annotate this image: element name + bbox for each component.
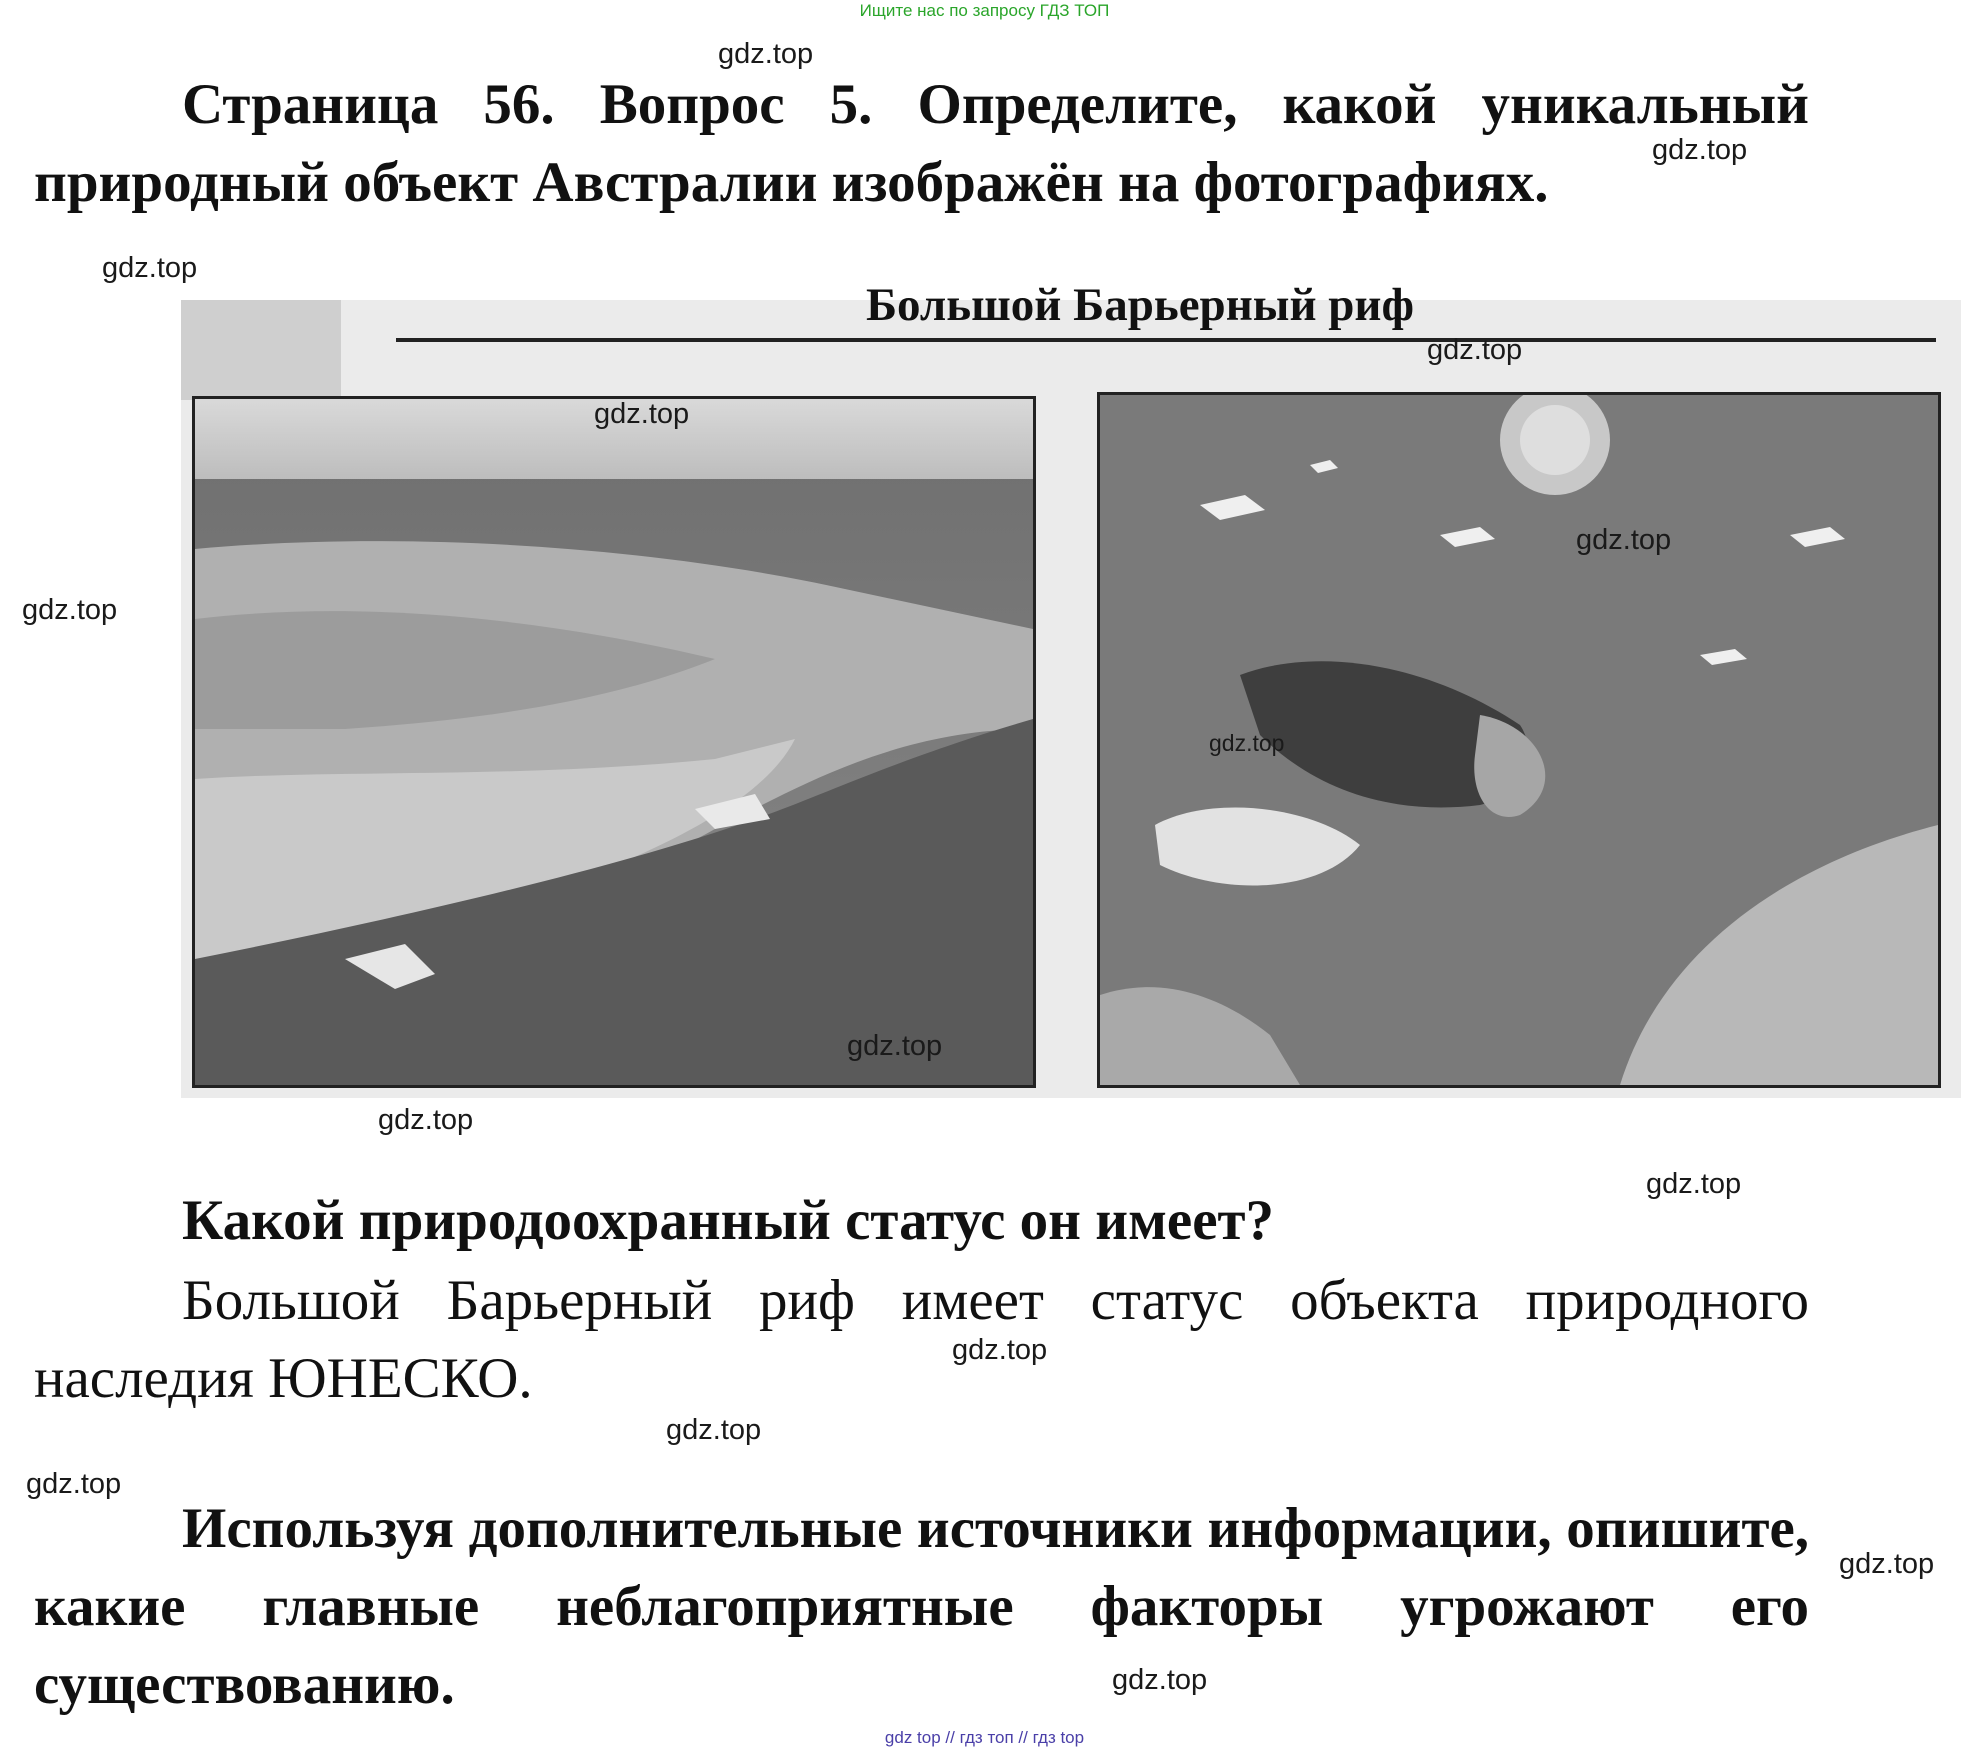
reef-aerial-photo: [192, 396, 1036, 1088]
figure-page-edge: [181, 300, 341, 400]
watermark: gdz.top: [1646, 1168, 1742, 1200]
watermark: gdz.top: [102, 252, 198, 284]
watermark: gdz.top: [718, 38, 814, 70]
watermark: gdz.top: [1576, 524, 1672, 556]
watermark: gdz.top: [847, 1030, 943, 1062]
watermark: gdz.top: [1839, 1548, 1935, 1580]
top-search-banner: Ищите нас по запросу ГДЗ ТОП: [859, 1, 1110, 20]
watermark: gdz.top: [1112, 1664, 1208, 1696]
answer-status: Большой Барьерный риф имеет статус объекта природного наследия ЮНЕСКО.: [34, 1269, 1809, 1410]
question-heading: Страница 56. Вопрос 5. Определите, какой уникальный природный объект Австралии изображён на фотографиях.: [34, 73, 1809, 214]
figure-title: Большой Барьерный риф: [865, 279, 1415, 331]
watermark: gdz.top: [22, 594, 118, 626]
subquestion-threats: Используя дополнительные источники информации, опишите, какие главные неблагоприятные факторы угрожают его существованию.: [34, 1497, 1809, 1716]
watermark: gdz.top: [378, 1104, 474, 1136]
watermark: gdz.top: [1209, 730, 1285, 756]
watermark: gdz.top: [1427, 334, 1523, 366]
watermark: gdz.top: [26, 1468, 122, 1500]
watermark: gdz.top: [594, 398, 690, 430]
subquestion-status: Какой природоохранный статус он имеет?: [182, 1189, 1275, 1252]
watermark: gdz.top: [952, 1334, 1048, 1366]
watermark: gdz.top: [1652, 134, 1748, 166]
figure-title-rule: [396, 338, 1936, 342]
watermark: gdz.top: [666, 1414, 762, 1446]
bottom-banner: gdz top // гдз топ // гдз top: [884, 1728, 1085, 1747]
